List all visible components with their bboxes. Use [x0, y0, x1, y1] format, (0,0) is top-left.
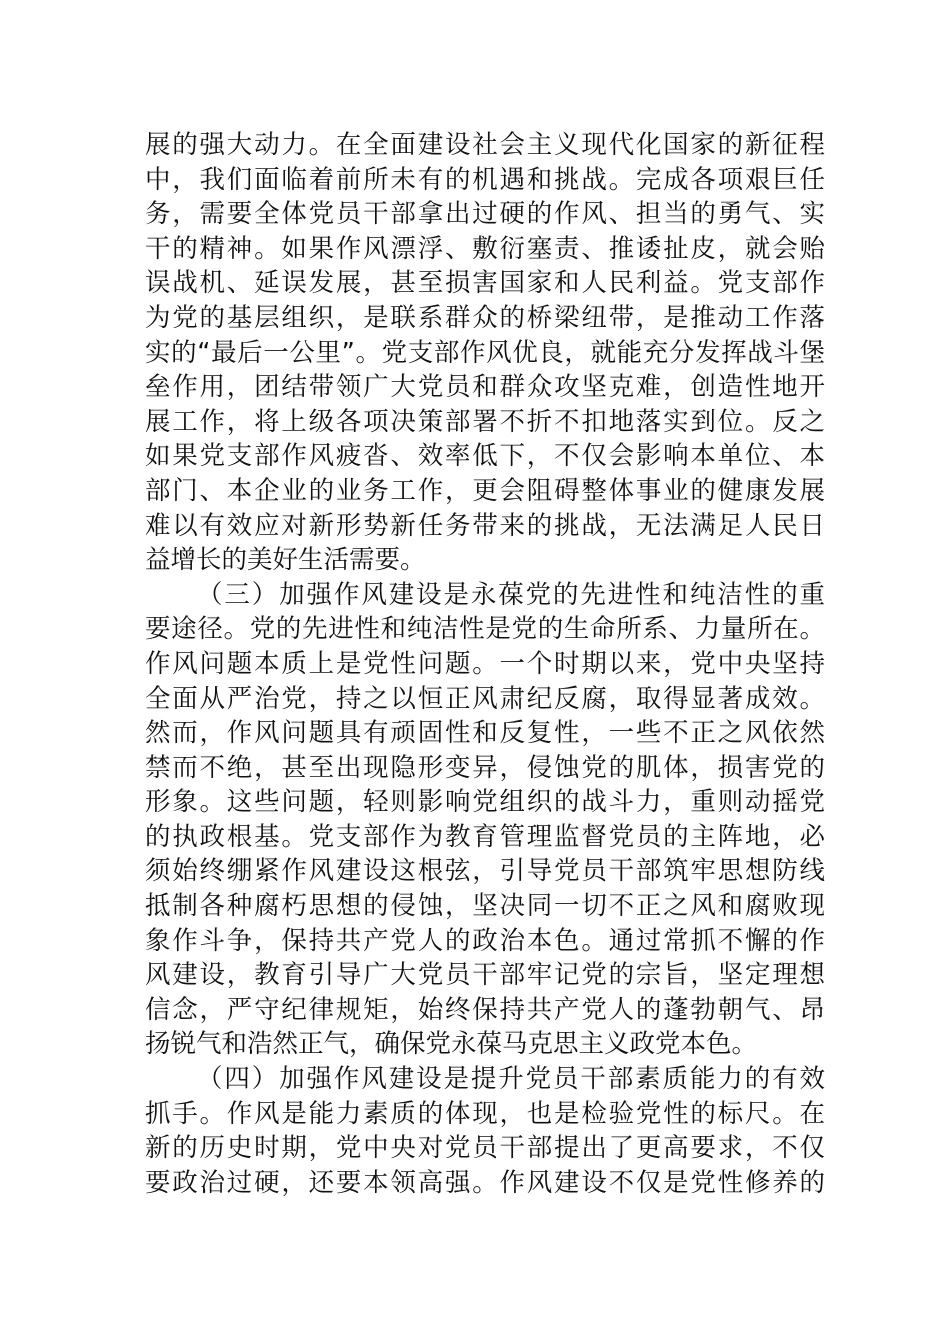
- text-line: 务，需要全体党员干部拿出过硬的作风、担当的勇气、实: [145, 199, 825, 230]
- text-line: 展的强大动力。在全面建设社会主义现代化国家的新征程: [145, 130, 825, 160]
- text-line: 部门、本企业的业务工作，更会阻碍整体事业的健康发展: [145, 475, 825, 506]
- paragraph-end-line: 益增长的美好生活需要。: [145, 545, 426, 576]
- section-heading-line: （三）加强作风建设是永葆党的先进性和纯洁性的重: [197, 579, 825, 610]
- paragraph-end-line: 扬锐气和浩然正气，确保党永葆马克思主义政党本色。: [145, 1029, 758, 1060]
- text-line: 难以有效应对新形势新任务带来的挑战，无法满足人民日: [145, 510, 825, 541]
- text-line: 作风问题本质上是党性问题。一个时期以来，党中央坚持: [145, 648, 825, 679]
- text-line: 禁而不绝，甚至出现隐形变异，侵蚀党的肌体，损害党的: [145, 752, 825, 783]
- text-line: 信念，严守纪律规矩，始终保持共产党人的蓬勃朝气、昂: [145, 994, 825, 1025]
- text-line: 风建设，教育引导广大党员干部牢记党的宗旨，坚定理想: [145, 960, 825, 991]
- text-line: 象作斗争，保持共产党人的政治本色。通过常抓不懈的作: [145, 925, 825, 956]
- text-line: 抵制各种腐朽思想的侵蚀，坚决同一切不正之风和腐败现: [145, 891, 825, 922]
- text-line: 干的精神。如果作风漂浮、敷衍塞责、推诿扯皮，就会贻: [145, 233, 825, 264]
- text-line: 要政治过硬，还要本领高强。作风建设不仅是党性修养的: [145, 1167, 825, 1198]
- document-body: [145, 128, 825, 1200]
- section-heading-line: （四）加强作风建设是提升党员干部素质能力的有效: [197, 1064, 825, 1095]
- text-line: 然而，作风问题具有顽固性和反复性，一些不正之风依然: [145, 718, 825, 749]
- text-line: 的执政根基。党支部作为教育管理监督党员的主阵地，必: [145, 821, 825, 852]
- text-line: 展工作，将上级各项决策部署不折不扣地落实到位。反之: [145, 406, 825, 437]
- text-line: 如果党支部作风疲沓、效率低下，不仅会影响本单位、本: [145, 441, 825, 472]
- text-line: 要途径。党的先进性和纯洁性是党的生命所系、力量所在。: [145, 614, 825, 645]
- text-line: 形象。这些问题，轻则影响党组织的战斗力，重则动摇党: [145, 787, 825, 818]
- text-line: 须始终绷紧作风建设这根弦，引导党员干部筑牢思想防线: [145, 856, 825, 887]
- text-line: 误战机、延误发展，甚至损害国家和人民利益。党支部作: [145, 268, 825, 299]
- text-line: 新的历史时期，党中央对党员干部提出了更高要求，不仅: [145, 1133, 825, 1164]
- text-line: 垒作用，团结带领广大党员和群众攻坚克难，创造性地开: [145, 372, 825, 403]
- text-line: 全面从严治党，持之以恒正风肃纪反腐，取得显著成效。: [145, 683, 825, 714]
- text-line: 实的“最后一公里”。党支部作风优良，就能充分发挥战斗堡: [145, 337, 825, 368]
- text-line: 抓手。作风是能力素质的体现，也是检验党性的标尺。在: [145, 1098, 825, 1129]
- text-line: 为党的基层组织，是联系群众的桥梁纽带，是推动工作落: [145, 302, 825, 333]
- text-line: 中，我们面临着前所未有的机遇和挑战。完成各项艰巨任: [145, 164, 825, 195]
